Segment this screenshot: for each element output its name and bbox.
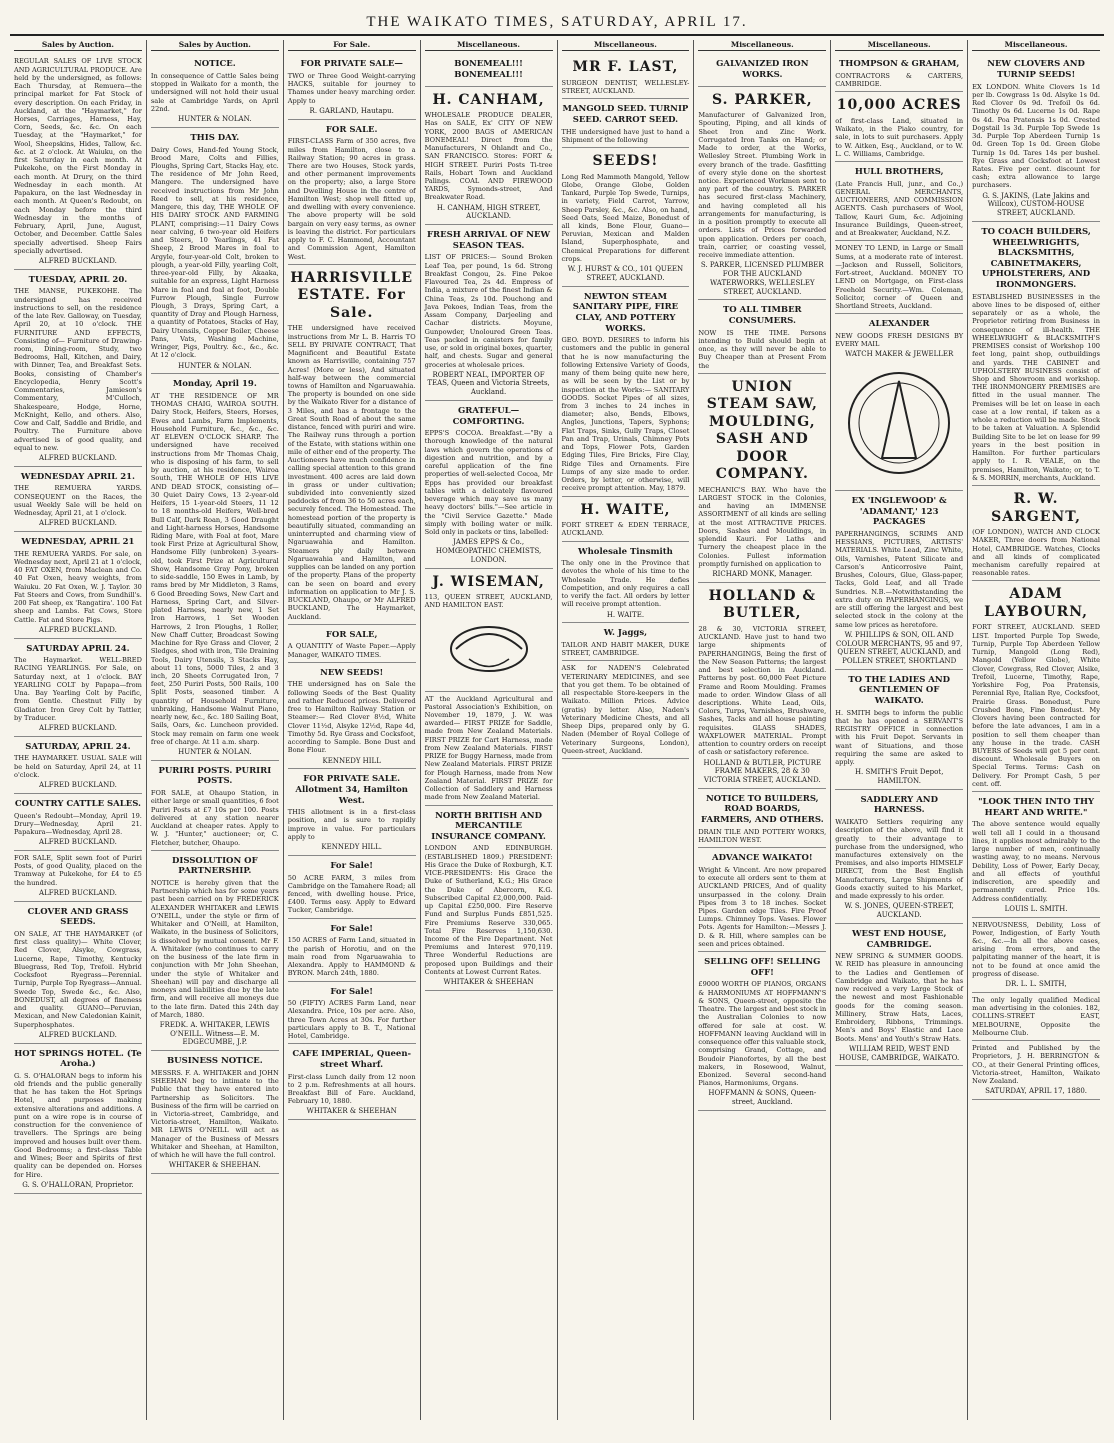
advertisement (972, 918, 1100, 993)
masthead-title: THE WAIKATO TIMES, SATURDAY, APRIL 17. (366, 13, 748, 30)
advertisement (972, 792, 1100, 917)
ad-body: (OF LONDON), WATCH AND CLOCK MAKER, Three doors from National Hotel, CAMBRIDGE. Watches, Clocks and all kinds of complicated mechanism carefully repaired at reasonable rates. (972, 528, 1100, 578)
ad-signature: H. CANHAM, HIGH STREET, AUCKLAND. (436, 203, 541, 221)
ad-body: Wright & Vincent. Are now prepared to execute all orders sent to them at AUCKLAND PRICES, And of quality unsurpassed in the colony. Drain Pipes from 3 to 18 inches. Socket Pipes. Garden edge Tiles. Fire Proof Lumps. Chimney Tops. Vases. Flower Pots. Agents for Hamilton:—Messrs J. D. & R. Hill, where samples can be seen and prices obtained. (698, 865, 827, 948)
saddle-illustration-icon (425, 610, 553, 688)
advertisement (698, 87, 826, 301)
ad-signature: SATURDAY, APRIL 17, 1880. (985, 1087, 1088, 1096)
ad-title: HULL BROTHERS, (854, 167, 944, 178)
ad-title: CLOVER AND GRASS SEEDS. (27, 906, 129, 928)
ad-body: of first-class Land, situated in Waikato, in the Piako country, for sale, in lots to suit purchasers. Apply to W. Aitken, Esq., Auckland, or to W. L. C. Williams, Cambridge. (835, 116, 964, 158)
ad-body: 50 (FIFTY) ACRES Farm Land, near Alexandra. Price, 10s per acre. Also, three Town Acres at 30s. For further particulars apply to B. T., National Hotel, Cambridge. (287, 999, 416, 1041)
ad-title: SADDLERY AND HARNESS. (860, 794, 938, 816)
advertisement (972, 54, 1100, 222)
ad-title: CAFE IMPERIAL, Queen-street Wharf. (292, 1049, 412, 1070)
ad-title: ALEXANDER (868, 319, 930, 330)
advertisement (562, 661, 690, 759)
ad-title: HOT SPRINGS HOTEL. (Te Aroha.) (14, 1048, 142, 1070)
advertisement (288, 856, 416, 919)
ad-signature: H. WAITE. (606, 610, 645, 619)
ad-body: THE MANSE, PUKEKOHE. The undersigned has received instructions to sell, on the residence of the late Rev. Galloway, on Tuesday, April 20, at 10 o'clock. THE FURNITURE AND EFFECTS, Consisting of— Furniture of Drawing-room, Dining-room, Study, two Bedrooms, Hall, Kitchen, and Dairy, with Dinner, Tea, and Breakfast Sets. Books, consisting of Chamber's Encyclopedia, Henry Scott's Commentaries, Jamieson's Commentary, M'Culloch, Shakespeare, Hodge, Horne, McKnight, Kello, and others. Also, Cow and Calf, Saddle and Bridle, and Poultry. The Furniture above advertised is of good quality, and equal to new. (14, 287, 142, 452)
column-3 (284, 40, 421, 1420)
ad-signature: FREDK. A. WHITAKER, LEWIS O'NEILL. Witness—E. M. EDGECUMBE, J.P. (159, 1020, 270, 1047)
ad-body: THE undersigned has on Sale the following Seeds of the Best Quality and rather Reduced prices. Delivered free to Hamilton Railway Station or Steamer:— Red Clover 8½d, White Clover 11½d, Alsyke 12½d, Rape 4d, Timothy 5d. Rye Grass and Cocksfoot, according to Sample. Bone Dust and Bone Flour. (287, 680, 416, 755)
column-heading: Miscellaneous. (972, 40, 1100, 51)
ad-body: Long Red Mammoth Mangold, Yellow Globe, Orange Globe, Golden Tankard, Purple Top Swede, Turnips, in variety, Field Carrot, Yarrow, Sheep Parsley, &c., &c. Also, on hand, Seed Oats, Seed Maize, Bonedust of all kinds, Bone Flour, Guano—Peruvian, Mexican and Malden Island, Superphosphate, and Chemical Preparations for different crops. (561, 172, 690, 263)
advertisement (698, 300, 826, 373)
ad-signature: WHITAKER & SHEEHAN. (168, 1161, 261, 1170)
advertisement (425, 225, 553, 401)
advertisement (425, 401, 553, 569)
advertisement (972, 222, 1100, 486)
ad-body: WHOLESALE PRODUCE DEALER, Has on SALE, Ex' CITY OF NEW YORK, 2000 BAGS of AMERICAN BONEMEAL! Direct from the Manufacturers, N Ohlandt and Co., SAN FRANCISCO. Stores: FORT & HIGH STREET. Puriri Posts Ti-tree Rails, Hobart Town and Auckland Palings. COAL AND FIREWOOD YARDS, Symonds-street, And Breakwater Road. (424, 111, 553, 202)
ad-title: S. PARKER, (711, 91, 813, 108)
ad-title: GALVANIZED IRON WORKS. (716, 59, 809, 80)
advertisement (14, 851, 142, 902)
advertisement (562, 148, 690, 287)
ad-body: The only legally qualified Medical man advertising in the colonies. 182, COLLINS-STREET EAST, MELBOURNE, Opposite the Melbourne Club. (972, 995, 1100, 1037)
ad-title: ADVANCE WAIKATO! (712, 853, 813, 864)
advertisement (972, 581, 1100, 792)
advertisement (698, 848, 826, 952)
advertisement (835, 491, 963, 670)
advertisement (288, 982, 416, 1045)
ad-title: For Sale! (330, 923, 374, 934)
advertisement (14, 639, 142, 737)
advertisement (972, 1041, 1100, 1100)
masthead (10, 10, 1104, 36)
ad-title: THOMPSON & GRAHAM, (838, 59, 960, 70)
ad-signature: DR. L. L. SMITH, (1005, 980, 1067, 989)
advertisement (835, 790, 963, 924)
ad-signature: KENNEDY HILL. (321, 843, 382, 852)
ad-body: NEW GOODS FRESH DESIGNS BY EVERY MAIL (835, 331, 964, 349)
advertisement (151, 54, 279, 128)
advertisement (972, 993, 1100, 1041)
ad-title: H. CANHAM, (432, 91, 545, 108)
ad-title: MR F. LAST, (572, 59, 679, 76)
ad-signature: W. PHILLIPS & SON, OIL AND COLOUR MERCHANTS, 95 and 97, QUEEN STREET, AUCKLAND, and POLLEN STREET, SHORTLAND (835, 630, 963, 666)
ad-title: UNION STEAM SAW, MOULDING, SASH AND DOOR COMPANY. (706, 378, 818, 483)
ad-signature: S. PARKER, LICENSED PLUMBER FOR THE AUCKLAND WATERWORKS, WELLESLEY STREET, AUCKLAND. (700, 261, 824, 296)
ad-body: LONDON AND EDINBURGH. (ESTABLISHED 1809.) PRESIDENT: His Grace the Duke of Roxburgh, K.T. VICE-PRESIDENTS: His Grace the Duke of Sutherland, K.G.; His Grace the Duke of Abercorn, K.G. Subscribed Capital £2,000,000. Paid-up Capital £250,000. Fire Reserve Fund and Surplus Funds £851,525. Fire Premiums Reserve 330,065. Total Fire Reserves 1,150,630. Income of the Fire Department. Net Premiums and Interest 970,119. Three Wonderful Reductions are proposed upon Buildings and their Contents at Lowest Current Rates. (424, 844, 553, 976)
ad-title: FOR SALE, (325, 629, 378, 640)
column-7 (831, 40, 968, 1420)
newspaper-page (10, 10, 1104, 1423)
column-heading: Miscellaneous. (835, 40, 963, 51)
ad-signature: WATCH MAKER & JEWELLER (845, 350, 954, 359)
ad-title: WEDNESDAY, APRIL 21 (21, 537, 135, 548)
ad-body: Dairy Cows, Hand-fed Young Stock, Brood Mare, Colts and Fillies, Ploughs, Spring Cart, Stacks Hay, etc. The residence of Mr John Reed, Mangere. The undersigned have received instructions from Mr John Reed to sell, at his residence, Mangere, this day, THE WHOLE OF HIS DAIRY STOCK AND FARMING PLANT, comprising:—11 Dairy Cows near calving, 6 two-year old Heifers and Steers, 10 Yearlings, 41 Fat Sheep, 2 Brood Mares in foal to Argyle, four-year-old Colt, broken to plough, a year-old Filly, yearling Colt, three-year-old Filly, by Akaaka, suitable for an express, Light Harness Mare in foal and foal at foot, Double Furrow Plough, Single Furrow Plough, 3 Drays, Spring Cart, a quantity of Dray and Plough Harness, a quantity of Potatoes, Stacks of Hay, Dairy Utensils, Copper Boiler, Cheese Pans, Vats, Washing Machine, Wringer, Pigs, Poultry. &c., &c., &c. At 12 o'clock. (150, 145, 279, 360)
column-heading: For Sale. (288, 40, 416, 51)
advertisement (288, 919, 416, 982)
advertisement (698, 54, 826, 86)
ad-signature: RICHARD MONK, Manager. (712, 570, 813, 579)
ad-body: First-class Lunch daily from 12 noon to 2 p.m. Refreshments at all hours. Breakfast Bill of Fare. Auckland, February 10, 1880. (287, 1072, 416, 1106)
advertisement (425, 569, 553, 692)
ad-signature: JAMES EPPS & Co., HOMŒOPATHIC CHEMISTS, LONDON. (435, 538, 542, 564)
advertisement (835, 314, 963, 491)
ad-title: For Sale! (330, 986, 374, 997)
advertisement (972, 486, 1100, 581)
advertisement (14, 902, 142, 1044)
column-heading: Sales by Auction. (14, 40, 142, 51)
ad-body: 150 ACRES of Farm Land, situated in the parish of Horotiu, and on the main road from Ngaruawahia to Alexandra. Apply to HAMMOND & BYRON. March 24th, 1880. (287, 936, 416, 978)
ad-body: The above sentence would equally well tell all I could in a thousand lines, it applies most admirably to the large number of men, continually wasting away, to no means. Nervous Debility, Loss of Power, Early Decay, and all effects of youthful indiscretion, are speedily and permanently cured. Price 10s. Address confidentially. (972, 820, 1100, 903)
advertisement (288, 54, 416, 119)
ad-signature: ROBERT NEAL, IMPORTER OF TEAS, Queen and Victoria Streets, Auckland. (427, 370, 550, 397)
ad-body: FORT STREET, AUCKLAND. SEED LIST. Imported Purple Top Swede, Turnip, Purple Top Aberdeen Yellow Turnip, Mangold (Long Red), Mangold (Yellow Globe), White Clover, Cowgrass, Red Clover, Alsike, Trefoil, Lucerne, Timothy, Rape, Yorkshire Fog, Poa Pratensis, Perennial Rye, Italian Rye, Cocksfoot, Prairie Grass. Bonedust, Pure Crushed Bone, Fine Bonedust. My Clovers having been contracted for before the late advances, I am in a position to sell them cheaper than any house in the trade. CASH BUYERS of Seeds will get 5 per cent. discount. Wholesale Buyers on Special Terms. Terms: Cash on Delivery. For Prompt Cash, 5 per cent. off. (972, 623, 1100, 788)
ad-body: AT THE RESIDENCE OF MR THOMAS CHAIG, WAIROA SOUTH. Dairy Stock, Heifers, Steers, Horses, Ewes and Lambs, Farm Implements, Household Furniture, &c., &c., &c. AT ELEVEN O'CLOCK SHARP. The undersigned have received instructions from Mr Thomas Chaig, who is disposing of his farm, to sell by auction, at his residence, Wairoa South, THE WHOLE OF HIS LIVE AND DEAD STOCK, consisting of— 30 Quiet Dairy Cows, 13 2-year-old Heifers, 15 1-year-old Steers, 11 12 to 18 months-old Heifers, Well-bred Bull Calf, Dark Roan, 3 Good Draught and Light-harness Horses, Handsome Riding Mare, with Foal at foot, Mare took First Prize at Agricultural Show, Handsome Filly (unbroken) 3-years-old, took First Prize at Agricultural Show, Handsome Gray Pony, broken to side-saddle, 150 Ewes in Lamb, by rams bred by Mr Middleton, 3 Rams, 6 Good Breeding Sows, New Cart and Harness, Spring Cart, and Silver-plated Harness, nearly new, 1 Set Iron Harrows, 1 Set Wooden Harrows, 2 Iron Ploughs, 1 Roller, New Chaff Cutter, Broadcast Sowing Machine for Rye Grass and Clover, 2 Sledges, shod with iron, Tile Draining Tools, Dairy Utensils, 3 Stacks Hay, about 11 tons, 5000 Tiles, 2 and 3 inch, 20 Sheets Corrugated Iron, 7 feet, 250 Puriri Posts, 500 Rails, 100 Split Posts, seasoned timber. A quantity of Household Furniture, unbraking, Handsome Walnut Piano, nearly new, &c., &c. 180 Sailing Boat, Sails, Oars, &c. Luncheon provided. Stock may remain on farm one week free of charge. At 11 a.m. sharp. (150, 392, 279, 746)
advertisement (425, 54, 553, 86)
ad-signature: ALFRED BUCKLAND. (39, 1030, 117, 1039)
ad-title: NEW CLOVERS AND TURNIP SEEDS! (987, 59, 1085, 80)
watch-emblem-icon (835, 359, 963, 487)
ad-title: Monday, April 19. (172, 379, 257, 390)
advertisement (14, 532, 142, 638)
advertisement (288, 769, 416, 856)
advertisement (14, 1044, 142, 1194)
ad-body: THE REMUERA YARDS. CONSEQUENT on the Races, the usual Weekly Sale will be held on Wednesday, April 21, at 1 o'clock. (14, 484, 142, 518)
ad-body: LIST OF PRICES:— Sound Broken Leaf Tea, per pound, 1s 6d. Strong Breakfast Congou, 2s. Fine Pekoe Flavoured Tea, 2s 4d. Empress of India, a mixture of the finest Indian & China Teas, 2s 10d. Pouchong and Java Pekoes, Indian Teas, from the Assam Company, Darjeeling and Cachar districts. Moyune, Gunpowder, Unoloured Green Teas. Teas packed in canisters for family use, or sold in original boxes, quarter, half, and chests. Sugar and general groceries at wholesale prices. (424, 253, 553, 369)
ad-body: NOTICE is hereby given that the Partnership which has for some years past been carried on by FREDERICK ALEXANDER WHITAKER and LEWIS O'NEILL, under the style or firm of Whitaker and O'Neill, at Hamilton, Waikato, in the business of Solicitors, is dissolved by mutual consent. Mr F. A. Whitaker (who continues to carry on the business of the late firm in conjunction with Mr John Sheehan, under the style of Whitaker and Sheehan) will pay and discharge all moneys and liabilities due by the late firm, and will receive all moneys due to the late firm. Dated this 24th day of March, 1880. (150, 878, 279, 1019)
column-heading: Miscellaneous. (562, 40, 690, 51)
ad-body: 50 ACRE FARM, 3 miles from Cambridge on the Tamahere Road; all fenced, with dwelling house. Price, £400. Terms easy. Apply to Edward Tucker, Cambridge. (287, 873, 416, 915)
column-5 (558, 40, 695, 1420)
ad-title: SEEDS! (592, 153, 659, 170)
ad-body: NERVOUSNESS, Debility, Loss of Power, Indigestion, of Early Youth &c., &c.—In all the above cases, arising from errors, and the palpitating manner of the heart, it is not to be found at once amid the progress of disease. (972, 920, 1100, 978)
ad-title: PURIRI POSTS. PURIRI POSTS. (158, 765, 272, 787)
advertisement (562, 497, 690, 542)
advertisement (698, 374, 826, 583)
ad-signature: WHITAKER & SHEEHAN (306, 1107, 397, 1116)
ad-body: G. S. O'HALORAN begs to inform his old friends and the public generally that he has taken the Hot Springs Hotel, and purposes making extensive alterations and additions. A punt on a wire rope is in course of construction for the convenience of travellers. The Springs are being improved and houses built over them. Good Bedrooms; a first-class Table and Wines; Beer and Spirits of first quality can be depended on. Horses for Hire. (14, 1071, 142, 1179)
ad-signature: G. S. O'HALLORAN, Proprietor. (22, 1180, 134, 1189)
ad-body: PAPERHANGINGS, SCRIMS AND HESSIANS, PICTURES, ARTISTS' MATERIALS. White Lead, Zinc White, Oils, Varnishes, Patent Silicate and Carson's Anticorrosive Paint, Brushes, Colours, Glue, Glass-paper, Tacks, Gold Leaf, and all Trade Sundries. N.B.—Notwithstanding the extra duty on PAPERHANGINGS, we are still offering the largest and best selected stock in the colony at the same low prices as heretofore. (835, 530, 964, 629)
ad-title: MANGOLD SEED. TURNIP SEED. CARROT SEED. (562, 104, 689, 125)
columns-container (10, 40, 1104, 1420)
ad-body: AT the Auckland Agricultural and Pastoral Association's Exhibition, on November 19, 1879, J. W. was awarded— FIRST PRIZE for Saddle, made from New Zealand Materials. FIRST PRIZE for Cart Harness, made from New Zealand Materials. FIRST PRIZE for Buggy Harness, made from New Zealand Materials. FIRST PRIZE for Plough Harness, made from New Zealand Material. FIRST PRIZE for Collection of Saddlery and Harness made from New Zealand Material. (424, 694, 553, 802)
column-6 (694, 40, 831, 1420)
advertisement (288, 625, 416, 663)
ad-body: CONTRACTORS & CARTERS, CAMBRIDGE. (835, 72, 964, 89)
ad-signature: ALFRED BUCKLAND. (39, 625, 117, 634)
ad-title: NEW SEEDS! (320, 667, 384, 678)
advertisement (562, 623, 690, 661)
ad-title: GRATEFUL—COMFORTING. (452, 405, 525, 427)
advertisement (698, 789, 826, 848)
ad-title: For Sale! (330, 860, 374, 871)
ad-body: 113, QUEEN STREET, AUCKLAND, AND HAMILTON EAST. (424, 593, 553, 610)
advertisement (14, 737, 142, 794)
ad-signature: KENNEDY HILL (322, 756, 381, 765)
ad-body: NOW IS THE TIME. Persons intending to Build should begin at once, as they will never be able to Buy Cheaper than at Present From the (698, 328, 827, 370)
ad-body: (Late Francis Hull, junr., and Co.,) GENERAL MERCHANTS, AUCTIONEERS, AND COMMISSION AGENTS. Cash purchasers of Wool, Tallow, Kauri Gum, &c. Adjoining Insurance Buildings, Queen-street, and at Breakwater, Auckland, N.Z. (835, 179, 964, 238)
column-8 (968, 40, 1104, 1420)
ad-body: The Haymarket. WELL-BRED RACING YEARLINGS. For Sale, on Saturday next, at 1 o'clock. BAY YEARLING COLT by Papapa—from Una. Bay Yearling Colt by Pacific, from Gentle. Chestnut Filly by Gladiator. Iron Grey Colt by Tattler, by Traducer. (14, 656, 142, 722)
ad-signature: ALFRED BUCKLAND. (39, 519, 117, 528)
ad-body: THE HAYMARKET. USUAL SALE will be held on Saturday, April 24, at 11 o'clock. (14, 754, 142, 779)
ad-body: THE undersigned have received instructions from Mr L. B. Harris TO SELL BY PRIVATE CONTRACT, That Magnificent and Beautiful Estate known as Harrisville, containing 757 Acres! (More or less), And situated half-way between the commercial towns of Hamilton and Ngaruawahia. The property is bounded on one side by the Waikato River for a distance of 3 Miles, and has a frontage to the Great South Road of about the same distance, fenced with puriri and wire. The Railway runs through a portion of the Estate, with stations within one mile of either end of the property. The Auctioneers have much confidence in calling special attention to this grand investment. 400 acres are laid down in grass or under cultivation; subdivided into conveniently sized paddocks of from 36 to 50 acres each, securely fenced. The Homestead. The homestead portion of the property is beautifully situated, commanding an uninterrupted and charming view of Ngaruawahia and Hamilton. Steamers ply daily between Ngaruawahia and Hamilton, and supplies can be landed on any portion of the property. Plans of the property can be seen on board and every information on application to Mr J. S. BUCKLAND, Ohaupo, or Mr ALFRED BUCKLAND, The Haymarket, Auckland. (287, 324, 416, 621)
ad-title: WEST END HOUSE, CAMBRIDGE. (851, 928, 947, 950)
ad-body: DRAIN TILE AND POTTERY WORKS, HAMILTON WEST. (698, 827, 827, 844)
advertisement (288, 265, 416, 625)
advertisement (562, 287, 690, 497)
ad-signature: ALFRED BUCKLAND. (39, 838, 117, 847)
ad-title: BONEMEAL!!! BONEMEAL!!! (454, 59, 523, 80)
ad-title: DISSOLUTION OF PARTNERSHIP. (171, 855, 258, 877)
column-2 (147, 40, 284, 1420)
ad-body: THE undersigned have just to hand a Shipment of the following (561, 127, 690, 144)
advertisement (151, 851, 279, 1051)
ad-signature: LOUIS L. SMITH. (1004, 904, 1068, 913)
ad-title: "LOOK THEN INTO THY HEART AND WRITE." (978, 797, 1095, 818)
ad-title: HOLLAND & BUTLER, (708, 587, 817, 622)
advertisement (425, 87, 553, 226)
ad-body: FOR SALE, at Ohaupo Station, in either large or small quantities, 6 foot Puriri Posts at £7 10s per 100. Posts delivered at any station nearer Auckland at cheaper rates. Apply to W. J. "Hunter," auctioneer; or, C. Fletcher, butcher, Ohaupo. (150, 789, 279, 847)
column-heading: Miscellaneous. (698, 40, 826, 51)
ad-title: THIS DAY. (190, 132, 240, 143)
ad-body: ESTABLISHED BUSINESSES in the above lines to be disposed of, either separately or as a whole, the Proprietor retiring from Business in consequence of ill-health. THE WHEELWRIGHT & BLACKSMITH'S PREMISES consist of Workshop 100 feet long, paint shop, outbuildings and yards. THE CABINET and UPHOLSTERY BUSINESS consist of Shop and Showroom and workshop. THE IRONMONGERY PREMISES are fitted in the usual manner. The Premises will be let on lease in each case at a low rental, if taken as a whole a reduction will be made. Stock to be taken at Valuation. A Splendid Building Site to be let on lease for 99 years in the best position in Hamilton. For further particulars apply to I. R. VEALE, on the premises, Hamilton, Waikato; or, to T. & S. MORRIN, merchants, Auckland. (972, 292, 1101, 482)
ad-body: Printed and Published by the Proprietors, J. H. BERRINGTON & CO., at their General Printing offices, Victoria-street, Hamilton, Waikato New Zealand. (972, 1044, 1100, 1085)
ad-body: ASK for NADEN'S Celebrated VETERINARY MEDICINES, and see that you get them. To be obtained of all respectable Store-keepers in the Waikato. Million Prices. Advice (gratis) by letter. Also, Naden's Veterinary Medicine Chests, and all Sheep Dips, prepared only by G. Naden (Member of Royal College of Veterinary Surgeons, London), Queen-street, Auckland. (561, 664, 690, 755)
ad-body: SURGEON DENTIST, WELLESLEY-STREET, AUCKLAND. (561, 78, 690, 96)
ad-signature: ALFRED BUCKLAND. (39, 454, 117, 463)
ad-title: BUSINESS NOTICE. (166, 1056, 263, 1067)
ad-signature: W. J. HURST & CO., 101 QUEEN STREET, AUCKLAND. (567, 265, 684, 282)
ad-title: COUNTRY CATTLE SALES. (14, 798, 142, 809)
ad-signature: HOFFMANN & SONS, Queen-street, Auckland. (708, 1089, 817, 1107)
ad-title: SELLING OFF! SELLING OFF! (704, 957, 821, 978)
ad-title: NOTICE TO BUILDERS, ROAD BOARDS, FARMERS, AND OTHERS. (700, 793, 824, 826)
ad-title: FOR PRIVATE SALE. Allotment 34, Hamilton West. (295, 774, 408, 806)
ad-signature: HUNTER & NOLAN. (178, 115, 252, 124)
ad-title: WEDNESDAY APRIL 21. (20, 471, 135, 482)
ad-signature: R. GARLAND, Hautapu. (309, 106, 394, 115)
ad-body: NEW SPRING & SUMMER GOODS. W. REID has pleasure in announcing to the Ladies and Gentlemen of Cambridge and Waikato, that he has now received a very Large Stock of the newest and most Fashionable goods for the coming season. Millinery, Straw Hats, Laces, Embroidery, Ribbons, Trimmings. Men's and Boys' Elastic and Lace Boots. Mens' and Youth's Straw Hats. (835, 952, 964, 1043)
ad-signature: ALFRED BUCKLAND. (39, 257, 117, 265)
ad-title: FRESH ARRIVAL OF NEW SEASON TEAS. (427, 230, 551, 251)
ad-body: Queen's Redoubt—Monday, April 19. Drury—Wednesday, April 21. Papakura—Wednesday, April 28. (14, 811, 142, 837)
ad-body: EX LONDON. White Clovers 1s 1d per lb. Cowgrass 1s 0d. Alsyke 1s 0d. Red Clover 0s 9d. Trefoil 0s 6d. Timothy 0s 6d. Lucerne 1s 0d. Rape 0s 4d. Poa Pratensis 1s 0d. Crested Dogstail 1s 3d. Purple Top Swede 1s 3d. Purple Top Aberdeen Turnip 1s 0d. Green Top 1s 0d. Green Globe Turnip 1s 0d. Tares 14s per bushel. Rye Grass and Cocksfoot at Lowest Rates. Five per cent. discount for cash; extra allowance to large purchasers. (972, 82, 1100, 190)
ad-body: In consequence of Cattle Sales being stopped in Waikato for a month, the undersigned will not hold their usual sale at Cambridge Yards, on April 22nd. (150, 72, 279, 113)
ad-body: TWO or Three Good Weight-carrying HACKS, suitable for journey to Thames under heavy marching order. Apply to (287, 72, 416, 105)
ad-title: NEWTON STEAM SANITARY PIPE, FIRE CLAY, AND POTTERY WORKS. (572, 291, 679, 334)
ad-title: EX 'INGLEWOOD' & 'ADAMANT,' 123 PACKAGES (851, 496, 947, 528)
ad-body: FORT STREET & EDEN TERRACE, AUCKLAND. (561, 521, 690, 538)
advertisement (835, 670, 963, 790)
ad-body: TAILOR AND HABIT MAKER, DUKE STREET, CAMBRIDGE. (561, 640, 690, 658)
ad-signature: HUNTER & NOLAN. (178, 361, 252, 370)
advertisement (562, 99, 690, 148)
ad-body: FOR SALE, Split sewn foot of Puriri Posts, of good Quality, placed on the Tramway at Pukekohe, for £4 to £5 the hundred. (14, 854, 142, 887)
ad-body: Manufacturer of Galvanized Iron, Spouting, Piping, and all kinds of Sheet Iron and Zinc Work. Corrugated Iron Tanks on Hand; or Made to order, at the Works, Wellesley Street. Plumbing Work in every branch of the trade. Gasfitting of every style done on the shortest notice. Experienced Workmen sent to any part of the country. S. PARKER has secured first-class Machinery, and having completed all his arrangements for manufacturing, is in a position promptly to execute all orders. Lists of Prices forwarded upon application. Orders per coach, train, carrier, or coasting vessel, receive immediate attention. (698, 111, 827, 260)
ad-title: W. Jaggs, (603, 628, 648, 639)
advertisement (14, 270, 142, 467)
ad-title: ADAM LAYBOURN, (984, 586, 1089, 620)
ad-body: WAIKATO Settlers requiring any description of the above, will find it greatly to their advantage to purchase from the undersigned, who manufactures extensively on the Premises, and also imports HIMSELF DIRECT, from the Best English Manufacturers, Large Shipments of Goods exactly suited to his Market, and made expressly to his order. (835, 818, 964, 901)
advertisement (151, 1051, 279, 1174)
ad-title: R. W. SARGENT, (991, 491, 1081, 525)
ad-body: H. SMITH begs to inform the public that he has opened a SERVANT'S REGISTRY OFFICE in connection with his Fruit Depot. Servants in want of Situations, and those requiring the same are asked to apply. (835, 708, 964, 767)
ad-title: FOR PRIVATE SALE— (300, 59, 403, 70)
ad-title: SATURDAY, APRIL 24. (25, 741, 131, 752)
advertisement (151, 374, 279, 760)
advertisement (14, 794, 142, 851)
ad-signature: HOLLAND & BUTLER, PICTURE FRAME MAKERS, 28 & 30 VICTORIA STREET, AUCKLAND. (703, 758, 822, 785)
advertisement (425, 806, 553, 991)
ad-body: £9000 WORTH OF PIANOS, ORGANS & HARMONIUMS AT HOFFMANN'S & SONS, Queen-street, opposite the Theatre. The largest and best stock in the Australian Colonies to now offered for sale at cost. W. HOFFMANN leaving Auckland will in consequence offer this valuable stock, comprising Grand, Cottage, and Boudoir Pianofortes, by all the best makers, in Rosewood, Walnut, Ebonized. Several second-hand Pianos, Harmoniums, Organs. (698, 980, 827, 1088)
advertisement (835, 924, 963, 1066)
ad-body: MECHANIC'S BAY. Who have the LARGEST STOCK in the Colonies, and having an IMMENSE ASSORTMENT of all kinds are selling at the most ATTRACTIVE PRICES. Doors, Sashes and Mouldings, in splendid Kauri. For Laths and Turnery the cheapest place in the Colonies. Fullest information promptly furnished on application to (698, 485, 827, 568)
ad-title: 10,000 ACRES (836, 97, 962, 114)
ad-title: NOTICE. (193, 59, 236, 70)
ad-body: THIS allotment is in a first-class position, and is sure to rapidly improve in value. For particulars apply to (287, 808, 416, 841)
column-heading: Miscellaneous. (425, 40, 553, 51)
advertisement (151, 761, 279, 851)
column-4 (421, 40, 558, 1420)
ad-title: FOR SALE. (325, 124, 378, 135)
advertisement (562, 542, 690, 624)
ad-title: TO COACH BUILDERS, WHEELWRIGHTS, BLACKSMITHS, CABINETMAKERS, UPHOLSTERERS, AND IRONMONGERS. (981, 226, 1091, 291)
ad-title: HARRISVILLE ESTATE. For Sale. (290, 269, 414, 321)
advertisement (835, 162, 963, 241)
ad-signature: G. S. JAKINS, (Late Jakins and Willcox), CUSTOM-HOUSE STREET, AUCKLAND. (982, 191, 1090, 218)
ad-signature: WHITAKER & SHEEHAN (443, 978, 534, 987)
ad-body: MONEY TO LEND, in Large or Small Sums, at a moderate rate of interest.—Jackson and Russell, Solicitors, Fort-street, Auckland. MONEY TO LEND on Mortgage, on First-class Freehold Security.—Wm. Coleman, Solicitor, corner of Queen and Shortland Streets, Auckland. (835, 244, 964, 311)
ad-title: J. WISEMAN, (432, 573, 545, 590)
ad-body: A QUANTITY of Waste Paper.—Apply Manager, WAIKATO TIMES. (287, 642, 416, 659)
advertisement (288, 120, 416, 265)
advertisement (835, 241, 963, 314)
advertisement (14, 467, 142, 532)
ad-title: SATURDAY APRIL 24. (26, 643, 130, 654)
advertisement (835, 92, 963, 162)
ad-signature: ALFRED BUCKLAND. (39, 781, 117, 790)
ad-body: THE REMUERA YARDS. For sale, on Wednesday next, April 21 at 1 o'clock, 40 FAT OXEN, from Maclean and Co. 40 Fat Oxen, heavy weights, from Waiuku. 20 Fat Oxen, W. J. Taylor. 30 Fat Steers and Cows, from Sundhill's. 200 Fat sheep, ex 'Rangatira'. 100 Fat sheep and Lambs. Fat Cows, Store Cattle. Fat and Store Pigs. (14, 549, 142, 624)
ad-signature: ALFRED BUCKLAND. (39, 724, 117, 733)
ad-title: H. WAITE, (580, 501, 671, 518)
advertisement (14, 54, 142, 269)
ad-title: TO THE LADIES AND GENTLEMEN OF WAIKATO. (848, 674, 951, 707)
ad-signature: HUNTER & NOLAN. (178, 748, 252, 757)
ad-signature: H. SMITH'S Fruit Depot, HAMILTON. (854, 768, 944, 786)
ad-body: MESSRS. F. A. WHITAKER and JOHN SHEEHAN beg to intimate to the Public that they have entered into Partnership as Solicitors. The Business of the firm will be carried on in Victoria-street, Cambridge, and Victoria-street, Hamilton, Waikato. MR LEWIS O'NEILL will act as Manager of the Business of Messrs Whitaker and Sheehan, at Hamilton, of which he will have the full control. (150, 1068, 279, 1160)
ad-body: GEO. BOYD. DESIRES to inform his customers and the public in general that he is now manufacturing the following Extensive Variety of Goods, many of them being quite new here, as will be seen by the List or by inspection at the Works:— SANITARY GOODS. Socket Pipes of all sizes, from 3 inches to 24 inches in diameter; also, Bends, Elbows, Angles, Junctions, Tapers, Syphons; Flat Traps, Sinks, Gully Traps, Closet Pan and Trap, Urinals, Chimney Pots and Tops, Flower Pots, Garden Edging Tiles, Fire Bricks, Fire Clay, Ridge Tiles and Ornaments. Fire Lumps of any size made to order. Orders, by letter, or otherwise, will receive prompt attention. May, 1879. (561, 336, 690, 493)
advertisement (151, 128, 279, 374)
ad-signature: WILLIAM REID, WEST END HOUSE, CAMBRIDGE, WAIKATO. (839, 1044, 960, 1062)
ad-title: NORTH BRITISH AND MERCANTILE INSURANCE COMPANY. (431, 810, 546, 842)
column-heading: Sales by Auction. (151, 40, 279, 51)
ad-body: EPPS'S COCOA. Breakfast.—"By a thorough knowledge of the natural laws which govern the operations of digestion and nutrition, and by a careful application of the fine properties of well-selected Cocoa, Mr Epps has provided our breakfast tables with a delicately flavoured beverage which may save us many heavy doctors' bills."—See article in the "Civil Service Gazette." Made simply with boiling water or milk. Sold only in packets or tins, labelled: (424, 429, 553, 537)
ad-body: The only one in the Province that devotes the whole of his time to the Wholesale Trade. He defies Competition, and only requires a call to verify the fact. All orders by letter will receive prompt attention. (561, 559, 690, 609)
advertisement (288, 1044, 416, 1120)
advertisement (288, 663, 416, 769)
advertisement (562, 54, 690, 99)
ad-title: TUESDAY, APRIL 20. (28, 274, 128, 285)
ad-body: 28 & 30, VICTORIA STREET, AUCKLAND. Have just to hand two large shipments of PAPERHANGINGS, Being the first of the New Season Patterns; the largest and best selection in Auckland. Patterns by post. 60,000 Feet Picture Frame and Room Moulding. Frames made to order. Window Glass of all descriptions. White Lead, Oils, Colors, Turps, Varnishes, Brushware, Sashes, Tacks and all house painting requisites. GLASS SHADES, WAXFLOWER MATERIAL. Prompt attention to country orders on receipt of cash or satisfactory reference. (698, 624, 827, 757)
advertisement (835, 54, 963, 92)
advertisement (698, 583, 826, 789)
ad-signature: ALFRED BUCKLAND. (39, 888, 117, 897)
ad-body: FIRST-CLASS Farm of 350 acres, five miles from Hamilton, close to a Railway Station; 90 acres in grass. There are two Houses, Stock yards, and other permanent improvements on the property; also, a large Store and Dwelling House in the centre of Hamilton West; shop well fitted up, and dwelling with every convenience. The above property will be sold bargain on very easy terms, as owner is leaving the district. For particulars apply to F. C. Hammond, Accountant and Commission Agent, Hamilton West. (287, 137, 416, 261)
ad-title: TO ALL TIMBER CONSUMERS. (722, 305, 802, 326)
advertisement (425, 692, 553, 806)
ad-title: Wholesale Tinsmith (578, 546, 673, 557)
ad-body: ON SALE, AT THE HAYMARKET (of first class quality)— White Clover, Red Clover, Alsyke, Cowgrass, Lucerne, Rape, Timothy, Kentucky Bluegrass, Red Top, Trefoil. Hybrid Cocksfoot Ryegrass—Perennial. Turnip, Purple Top Ryegrass—Annual. Swede Top, Swede &c., &c. Also, BONEDUST, all degrees of fineness and quality. GUANO—Peruvian, Mexican, and New Caledonian Kainit, Superphosphates. (14, 929, 142, 1029)
advertisement (698, 952, 826, 1111)
ad-body: REGULAR SALES OF LIVE STOCK AND AGRICULTURAL PRODUCE. Are held by the undersigned, as follows: Each Thursday, at Remuera—the principal market for Fat Stock of every description. On each Friday, in Auckland, at the "Haymarket," for Horses, Carriages, Harness, Hay, Corn, Seeds, &c. &c. On each Tuesday, at the "Haymarket," for Wool, Sheepskins, Hides, Tallow, &c. &c. at 2 o'clock. At Waiuku, on the first Saturday in each month. At Pukekohe, on the First Monday in each month. At Drury, on the third Wednesday in each month. At Papakura, on the last Wednesday in each month. At Queen's Redoubt, on each Monday before the third Wednesday in the months of February, April, June, August, October, and December. Cattle Sales specially advertised. Sheep Fairs specially advertised. (14, 57, 142, 255)
ad-signature: W. S. JONES, QUEEN-STREET, AUCKLAND. (844, 902, 954, 920)
column-1 (10, 40, 147, 1420)
